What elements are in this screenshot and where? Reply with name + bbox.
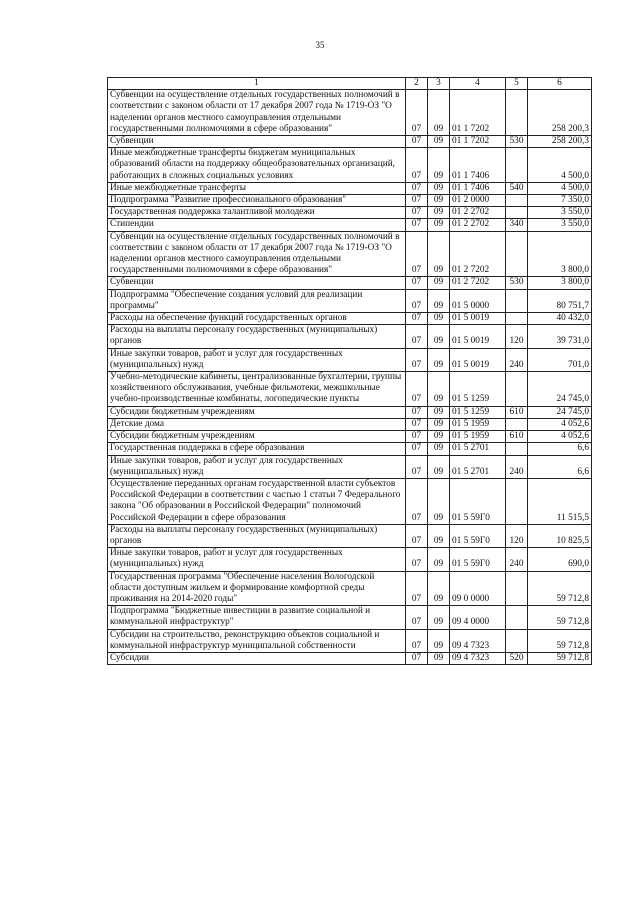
row-name: Подпрограмма "Развитие профессионального образования" (108, 195, 406, 207)
row-section: 07 (406, 418, 428, 430)
row-amount: 3 800,0 (528, 231, 592, 277)
row-target-article: 01 2 2702 (450, 219, 506, 231)
table-row (108, 231, 592, 277)
row-amount: 24 745,0 (528, 372, 592, 407)
row-subsection: 09 (428, 325, 450, 348)
row-name: Расходы на выплаты персоналу государственных (муниципальных) органов (108, 325, 406, 348)
row-section: 07 (406, 652, 428, 664)
table-row (108, 443, 592, 455)
row-subsection: 09 (428, 219, 450, 231)
row-subsection: 09 (428, 548, 450, 571)
row-subsection: 09 (428, 372, 450, 407)
row-amount: 7 350,0 (528, 195, 592, 207)
row-subsection: 09 (428, 348, 450, 371)
row-subsection: 09 (428, 182, 450, 194)
row-section: 07 (406, 148, 428, 183)
row-target-article: 09 0 0000 (450, 571, 506, 606)
row-target-article: 01 5 2701 (450, 455, 506, 478)
row-subsection: 09 (428, 455, 450, 478)
row-name: Иные закупки товаров, работ и услуг для государственных (муниципальных) нужд (108, 348, 406, 371)
row-section: 07 (406, 207, 428, 219)
row-expense-type: 240 (506, 348, 528, 371)
row-expense-type (506, 629, 528, 652)
row-target-article: 01 5 1959 (450, 418, 506, 430)
table-row (108, 277, 592, 289)
table-row (108, 289, 592, 312)
row-subsection: 09 (428, 289, 450, 312)
row-amount: 10 825,5 (528, 524, 592, 547)
row-name: Иные межбюджетные трансферты бюджетам муниципальных образований области на поддержку общеобразовательных организаций, работающих в сложных социальных условиях (108, 148, 406, 183)
row-amount: 80 751,7 (528, 289, 592, 312)
row-name: Подпрограмма "Бюджетные инвестиции в развитие социальной и коммунальной инфраструктур" (108, 606, 406, 629)
row-expense-type (506, 289, 528, 312)
table-row (108, 418, 592, 430)
row-expense-type: 530 (506, 136, 528, 148)
row-section: 07 (406, 629, 428, 652)
row-section: 07 (406, 136, 428, 148)
header-col-6: 6 (528, 78, 592, 90)
row-name: Иные межбюджетные трансферты (108, 182, 406, 194)
row-target-article: 01 1 7406 (450, 182, 506, 194)
row-amount: 11 515,5 (528, 478, 592, 524)
row-section: 07 (406, 443, 428, 455)
table-row (108, 372, 592, 407)
row-section: 07 (406, 455, 428, 478)
table-row (108, 90, 592, 136)
table-row (108, 606, 592, 629)
row-target-article: 01 5 0019 (450, 313, 506, 325)
row-name: Стипендии (108, 219, 406, 231)
row-expense-type (506, 195, 528, 207)
row-section: 07 (406, 431, 428, 443)
row-target-article: 01 5 59Г0 (450, 548, 506, 571)
row-expense-type: 530 (506, 277, 528, 289)
row-section: 07 (406, 348, 428, 371)
table-row (108, 652, 592, 664)
row-subsection: 09 (428, 431, 450, 443)
table-row (108, 431, 592, 443)
row-expense-type (506, 313, 528, 325)
row-target-article: 01 5 59Г0 (450, 524, 506, 547)
row-amount: 4 500,0 (528, 148, 592, 183)
row-name: Государственная поддержка талантливой молодежи (108, 207, 406, 219)
header-col-5: 5 (506, 78, 528, 90)
row-name: Субсидии (108, 652, 406, 664)
row-amount: 6,6 (528, 443, 592, 455)
row-name: Осуществление переданных органам государственной власти субъектов Российской Федерации в соответствии с частью 1 статьи 7 Федерального закона "Об образовании в Российской Федерации" полномочий Российской Федерации в сфере образования (108, 478, 406, 524)
row-section: 07 (406, 606, 428, 629)
row-section: 07 (406, 277, 428, 289)
row-expense-type: 120 (506, 524, 528, 547)
row-subsection: 09 (428, 136, 450, 148)
table-row (108, 195, 592, 207)
row-section: 07 (406, 478, 428, 524)
budget-table (107, 77, 592, 665)
row-amount: 4 500,0 (528, 182, 592, 194)
row-section: 07 (406, 182, 428, 194)
row-section: 07 (406, 219, 428, 231)
row-expense-type (506, 571, 528, 606)
row-amount: 3 550,0 (528, 207, 592, 219)
row-subsection: 09 (428, 571, 450, 606)
row-name: Субсидии бюджетным учреждениям (108, 406, 406, 418)
row-target-article: 09 4 7323 (450, 629, 506, 652)
row-section: 07 (406, 289, 428, 312)
row-subsection: 09 (428, 418, 450, 430)
row-name: Субвенции на осуществление отдельных государственных полномочий в соответствии с законом области от 17 декабря 2007 года № 1719-ОЗ "О наделении органов местного самоуправления отдельными государственными полномочиями в сфере образования" (108, 90, 406, 136)
row-name: Государственная поддержка в сфере образования (108, 443, 406, 455)
row-subsection: 09 (428, 478, 450, 524)
row-subsection: 09 (428, 524, 450, 547)
row-section: 07 (406, 231, 428, 277)
row-section: 07 (406, 406, 428, 418)
row-expense-type: 610 (506, 406, 528, 418)
row-amount: 258 200,3 (528, 136, 592, 148)
row-name: Иные закупки товаров, работ и услуг для государственных (муниципальных) нужд (108, 455, 406, 478)
row-amount: 59 712,8 (528, 629, 592, 652)
row-expense-type (506, 478, 528, 524)
row-target-article: 01 5 59Г0 (450, 478, 506, 524)
row-amount: 59 712,8 (528, 652, 592, 664)
row-expense-type (506, 207, 528, 219)
row-section: 07 (406, 313, 428, 325)
table-row (108, 478, 592, 524)
header-col-1: 1 (108, 78, 406, 90)
row-amount: 40 432,0 (528, 313, 592, 325)
table-row (108, 313, 592, 325)
row-target-article: 01 5 1259 (450, 372, 506, 407)
row-section: 07 (406, 195, 428, 207)
table-row (108, 455, 592, 478)
table-row (108, 136, 592, 148)
row-target-article: 01 5 0019 (450, 325, 506, 348)
row-subsection: 09 (428, 207, 450, 219)
row-target-article: 01 2 0000 (450, 195, 506, 207)
row-amount: 3 800,0 (528, 277, 592, 289)
row-target-article: 09 4 7323 (450, 652, 506, 664)
table-header-row (108, 78, 592, 90)
row-subsection: 09 (428, 148, 450, 183)
row-name: Расходы на обеспечение функций государственных органов (108, 313, 406, 325)
header-col-3: 3 (428, 78, 450, 90)
row-section: 07 (406, 372, 428, 407)
row-name: Детские дома (108, 418, 406, 430)
page-number: 35 (315, 40, 325, 50)
row-subsection: 09 (428, 313, 450, 325)
row-target-article: 01 1 7202 (450, 136, 506, 148)
table-row (108, 219, 592, 231)
row-target-article: 01 5 1959 (450, 431, 506, 443)
row-name: Субвенции (108, 277, 406, 289)
row-section: 07 (406, 90, 428, 136)
row-expense-type: 540 (506, 182, 528, 194)
table-row (108, 182, 592, 194)
row-section: 07 (406, 524, 428, 547)
row-name: Иные закупки товаров, работ и услуг для государственных (муниципальных) нужд (108, 548, 406, 571)
row-target-article: 09 4 0000 (450, 606, 506, 629)
row-expense-type (506, 148, 528, 183)
table-row (108, 148, 592, 183)
row-name: Учебно-методические кабинеты, централизованные бухгалтерии, группы хозяйственного обслуживания, учебные фильмотеки, межшкольные учебно-производственные комбинаты, логопедические пункты (108, 372, 406, 407)
row-amount: 701,0 (528, 348, 592, 371)
row-name: Государственная программа "Обеспечение населения Вологодской области доступным жильем и формирование комфортной среды проживания на 2014-2020 годы" (108, 571, 406, 606)
row-subsection: 09 (428, 406, 450, 418)
row-name: Подпрограмма "Обеспечение создания условий для реализации программы" (108, 289, 406, 312)
row-amount: 39 731,0 (528, 325, 592, 348)
row-subsection: 09 (428, 231, 450, 277)
table-row (108, 548, 592, 571)
row-subsection: 09 (428, 277, 450, 289)
row-section: 07 (406, 571, 428, 606)
table-row (108, 406, 592, 418)
row-expense-type: 340 (506, 219, 528, 231)
row-amount: 4 052,6 (528, 431, 592, 443)
row-subsection: 09 (428, 90, 450, 136)
row-name: Субвенции (108, 136, 406, 148)
row-expense-type: 240 (506, 548, 528, 571)
row-section: 07 (406, 325, 428, 348)
row-expense-type (506, 231, 528, 277)
row-target-article: 01 2 7202 (450, 231, 506, 277)
row-expense-type (506, 606, 528, 629)
row-amount: 24 745,0 (528, 406, 592, 418)
row-target-article: 01 2 7202 (450, 277, 506, 289)
row-amount: 258 200,3 (528, 90, 592, 136)
row-amount: 59 712,8 (528, 606, 592, 629)
row-target-article: 01 1 7202 (450, 90, 506, 136)
row-target-article: 01 5 1259 (450, 406, 506, 418)
row-expense-type: 240 (506, 455, 528, 478)
table-row (108, 524, 592, 547)
row-expense-type (506, 90, 528, 136)
header-col-4: 4 (450, 78, 506, 90)
row-target-article: 01 5 2701 (450, 443, 506, 455)
row-target-article: 01 1 7406 (450, 148, 506, 183)
row-section: 07 (406, 548, 428, 571)
row-expense-type: 120 (506, 325, 528, 348)
row-expense-type (506, 418, 528, 430)
row-amount: 3 550,0 (528, 219, 592, 231)
row-amount: 6,6 (528, 455, 592, 478)
row-expense-type (506, 443, 528, 455)
row-subsection: 09 (428, 443, 450, 455)
row-name: Расходы на выплаты персоналу государственных (муниципальных) органов (108, 524, 406, 547)
row-subsection: 09 (428, 629, 450, 652)
row-name: Субсидии на строительство, реконструкцию объектов социальной и коммунальной инфраструктур муниципальной собственности (108, 629, 406, 652)
row-amount: 59 712,8 (528, 571, 592, 606)
row-subsection: 09 (428, 652, 450, 664)
table-row (108, 629, 592, 652)
row-subsection: 09 (428, 606, 450, 629)
row-target-article: 01 5 0019 (450, 348, 506, 371)
row-target-article: 01 2 2702 (450, 207, 506, 219)
row-subsection: 09 (428, 195, 450, 207)
table-row (108, 348, 592, 371)
row-name: Субсидии бюджетным учреждениям (108, 431, 406, 443)
table-body (108, 90, 592, 665)
row-target-article: 01 5 0000 (450, 289, 506, 312)
row-amount: 4 052,6 (528, 418, 592, 430)
row-expense-type: 610 (506, 431, 528, 443)
row-expense-type (506, 372, 528, 407)
table-row (108, 207, 592, 219)
table-row (108, 325, 592, 348)
table-row (108, 571, 592, 606)
row-expense-type: 520 (506, 652, 528, 664)
row-name: Субвенции на осуществление отдельных государственных полномочий в соответствии с законом области от 17 декабря 2007 года № 1719-ОЗ "О наделении органов местного самоуправления отдельными государственными полномочиями в сфере образования" (108, 231, 406, 277)
row-amount: 690,0 (528, 548, 592, 571)
header-col-2: 2 (406, 78, 428, 90)
